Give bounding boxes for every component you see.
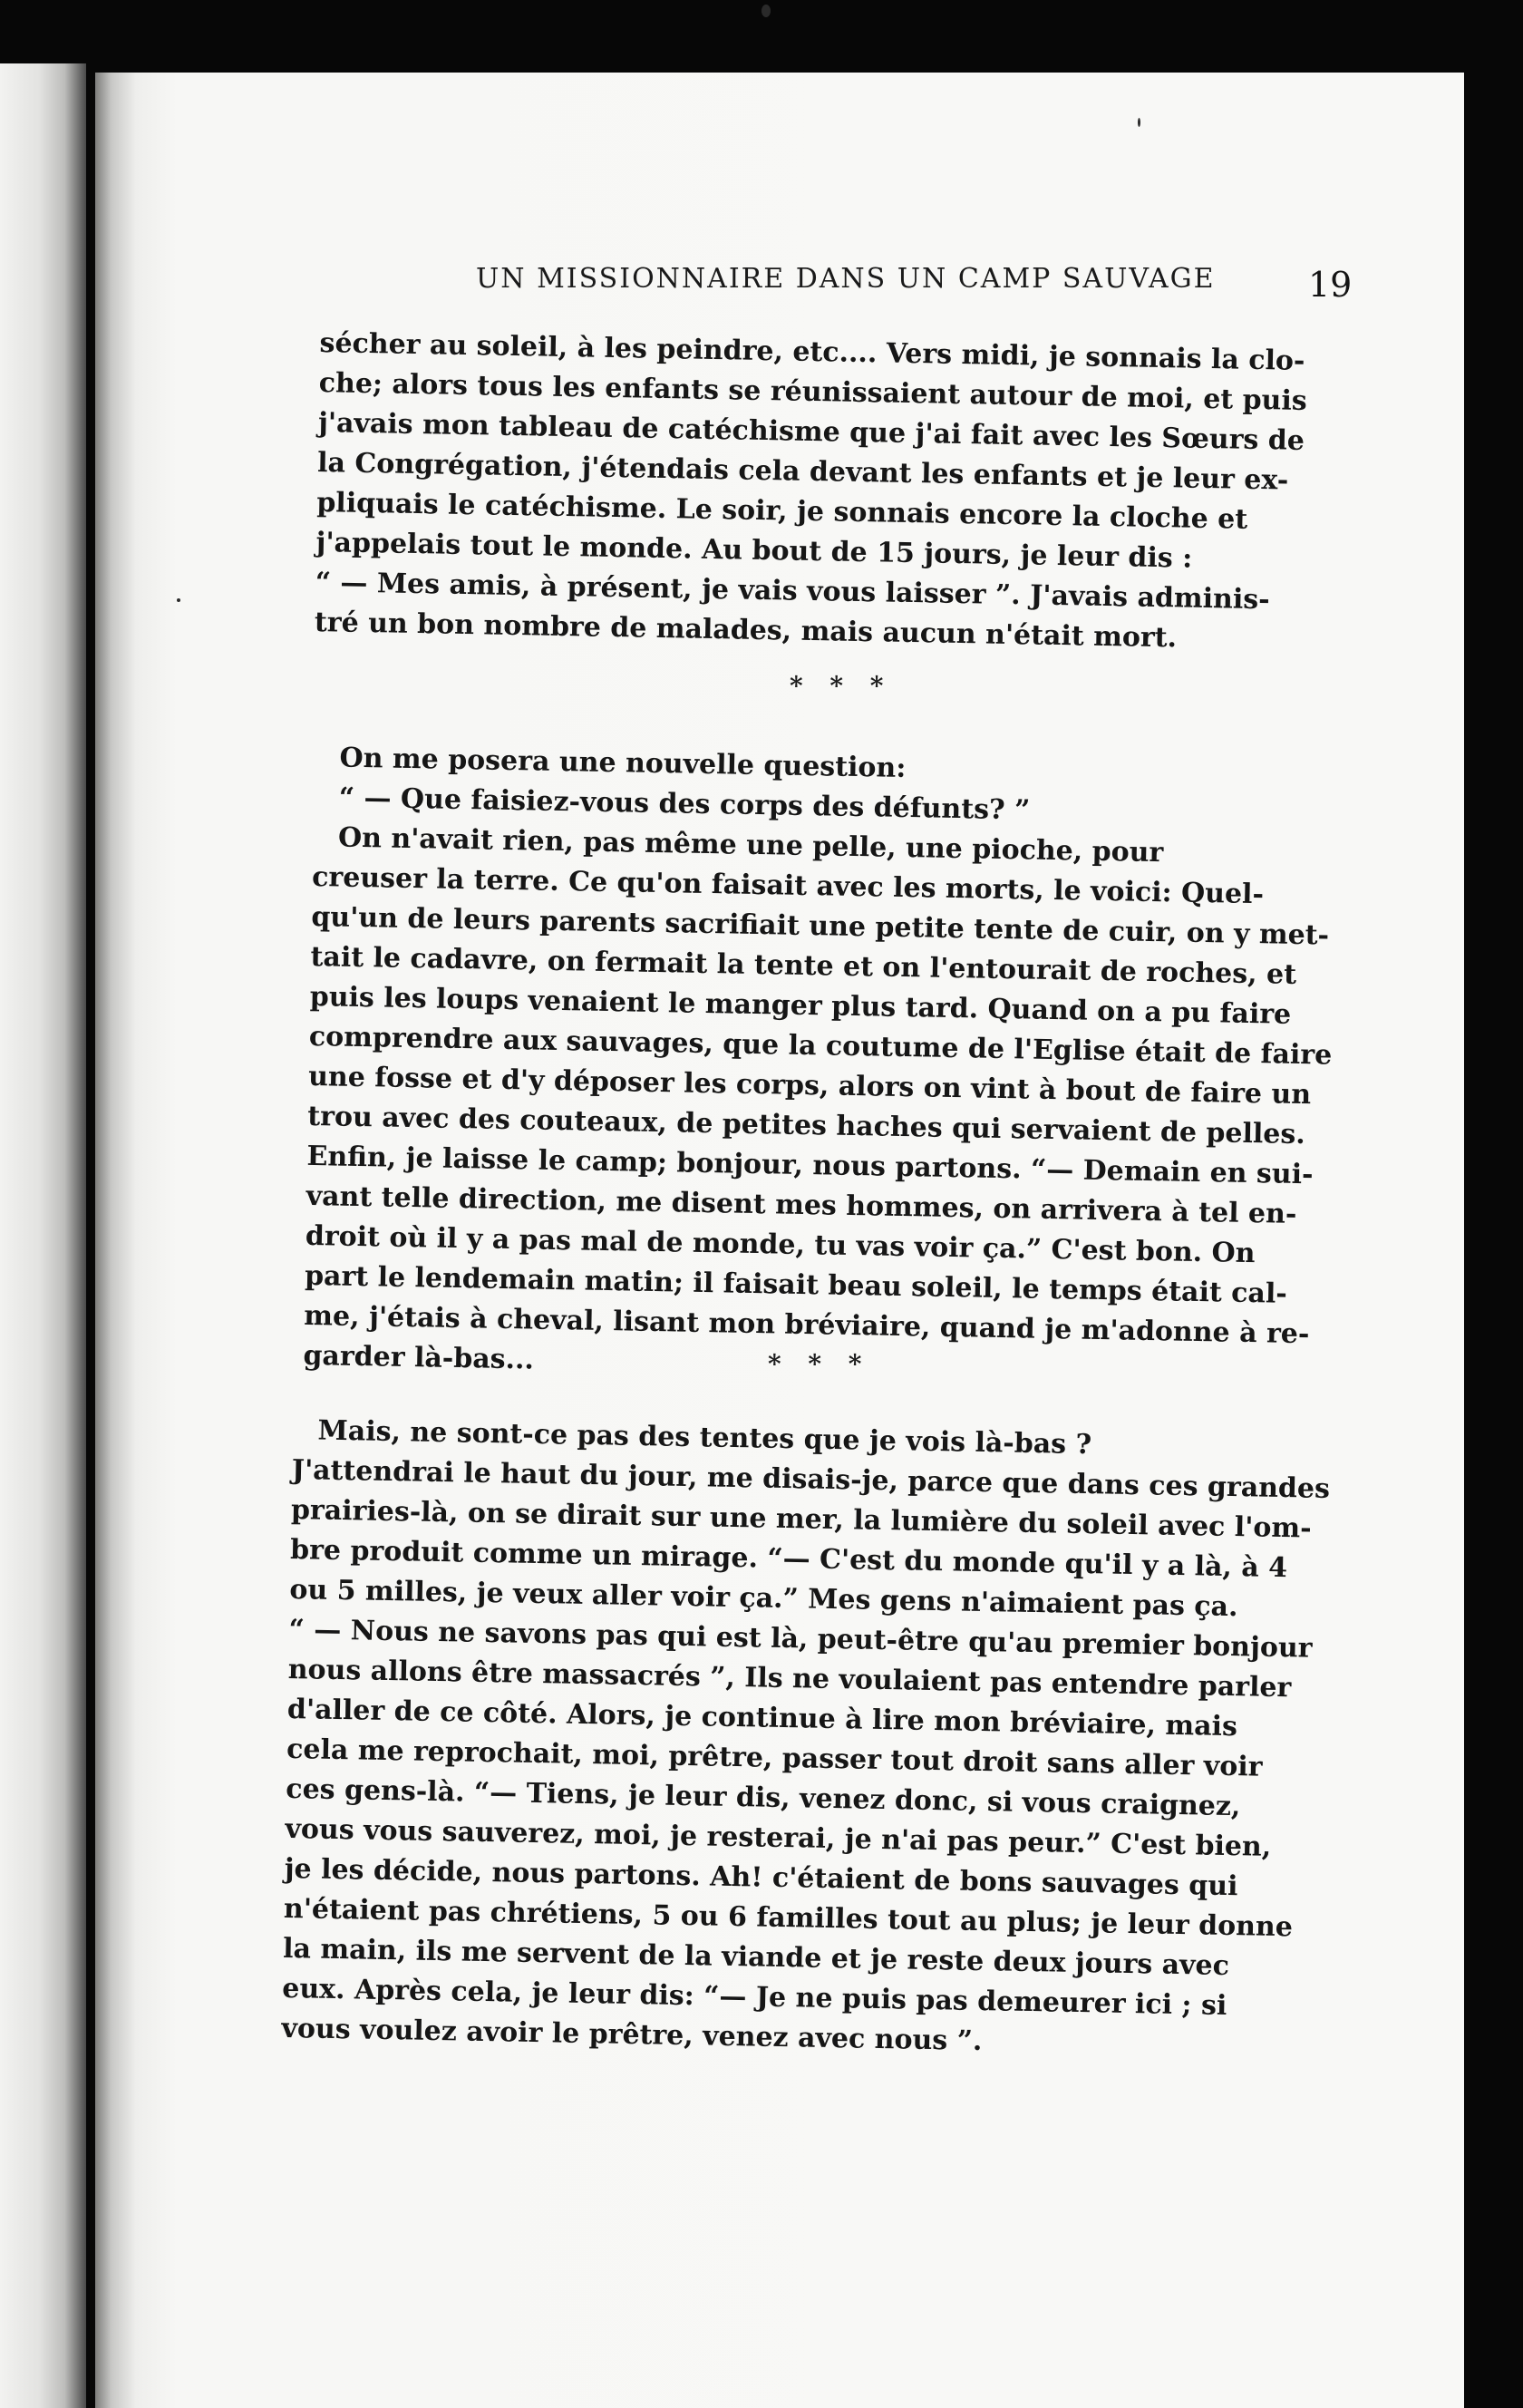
text-line: bre produit comme un mirage. “— C'est du monde qu'il y a là, à 4 bbox=[289, 1533, 1288, 1585]
text-line: la Congrégation, j'étendais cela devant les enfants et je leur ex- bbox=[316, 446, 1289, 497]
section-separator: * * * bbox=[768, 1349, 871, 1379]
text-line: puis les loups venaient le manger plus tard. Quand on a pu faire bbox=[309, 980, 1292, 1031]
text-line: j'avais mon tableau de catéchisme que j'ai fait avec les Sœurs de bbox=[317, 406, 1305, 457]
text-line: ces gens-là. “— Tiens, je leur dis, venez donc, si vous craignez, bbox=[286, 1772, 1241, 1823]
text-line: On me posera une nouvelle question: bbox=[339, 742, 907, 784]
dust-speck bbox=[1138, 118, 1140, 127]
text-line: On n'avait rien, pas même une pelle, une pioche, pour bbox=[337, 821, 1164, 869]
paragraph-block-1 bbox=[315, 324, 1308, 661]
dust-speck bbox=[177, 598, 180, 602]
text-line: nous allons être massacrés ”, Ils ne voulaient pas entendre parler bbox=[287, 1653, 1292, 1704]
running-head: UN MISSIONNAIRE DANS UN CAMP SAUVAGE bbox=[476, 263, 1216, 295]
dust-speck bbox=[762, 5, 771, 17]
text-line: vant telle direction, me disent mes hommes, on arrivera à tel en- bbox=[306, 1180, 1297, 1230]
page-number: 19 bbox=[1308, 265, 1353, 305]
text-line: droit où il y a pas mal de monde, tu vas voir ça.” C'est bon. On bbox=[305, 1219, 1256, 1270]
text-line: tait le cadavre, on fermait la tente et on l'entourait de roches, et bbox=[310, 940, 1297, 991]
paragraph-block-2 bbox=[303, 738, 1337, 1395]
text-line: eux. Après cela, je leur dis: “— Je ne puis pas demeurer ici ; si bbox=[281, 1972, 1227, 2022]
text-line: je les décide, nous partons. Ah! c'étaient de bons sauvages qui bbox=[284, 1852, 1238, 1903]
text-line: n'étaient pas chrétiens, 5 ou 6 familles tout au plus; je leur donne bbox=[283, 1892, 1294, 1944]
left-page-edge bbox=[0, 63, 86, 2408]
text-line: prairies-là, on se dirait sur une mer, la lumière du soleil avec l'om- bbox=[290, 1493, 1312, 1545]
text-line: garder là-bas... bbox=[303, 1339, 535, 1376]
text-line: vous voulez avoir le prêtre, venez avec nous ”. bbox=[281, 2012, 983, 2058]
page-content bbox=[95, 0, 1464, 2335]
text-line: “ — Mes amis, à présent, je vais vous laisser ”. J'avais adminis- bbox=[315, 566, 1270, 617]
text-line: trou avec des couteaux, de petites haches qui servaient de pelles. bbox=[307, 1100, 1306, 1151]
text-line: Mais, ne sont-ce pas des tentes que je vois là-bas ? bbox=[317, 1414, 1092, 1461]
text-line: qu'un de leurs parents sacrifiait une petite tente de cuir, on y met- bbox=[311, 900, 1330, 952]
paragraph-block-3 bbox=[281, 1411, 1331, 2068]
text-line: la main, ils me servent de la viande et je reste deux jours avec bbox=[282, 1932, 1230, 1983]
text-line: me, j'étais à cheval, lisant mon bréviaire, quand je m'adonne à re- bbox=[303, 1299, 1310, 1351]
text-line: une fosse et d'y déposer les corps, alors on vint à bout de faire un bbox=[307, 1060, 1312, 1112]
text-line: part le lendemain matin; il faisait beau soleil, le temps était cal- bbox=[304, 1259, 1288, 1310]
text-line: sécher au soleil, à les peindre, etc.... Vers midi, je sonnais la clo- bbox=[319, 326, 1305, 377]
text-line: cela me reprochait, moi, prêtre, passer tout droit sans aller voir bbox=[286, 1733, 1263, 1783]
text-line: creuser la terre. Ce qu'on faisait avec les morts, le voici: Quel- bbox=[311, 860, 1265, 911]
text-line: J'attendrai le haut du jour, me disais-je, parce que dans ces grandes bbox=[291, 1453, 1331, 1505]
text-line: ou 5 milles, je veux aller voir ça.” Mes gens n'aimaient pas ça. bbox=[289, 1573, 1238, 1624]
text-line: tré un bon nombre de malades, mais aucun n'était mort. bbox=[314, 606, 1178, 655]
text-line: vous vous sauverez, moi, je resterai, je n'ai pas peur.” C'est bien, bbox=[285, 1812, 1272, 1863]
text-line: comprendre aux sauvages, que la coutume de l'Eglise était de faire bbox=[308, 1020, 1333, 1072]
text-line: che; alors tous les enfants se réunissaient autour de moi, et puis bbox=[318, 366, 1308, 417]
section-separator: * * * bbox=[790, 671, 893, 701]
text-line: j'appelais tout le monde. Au bout de 15 jours, je leur dis : bbox=[315, 526, 1193, 575]
text-line: “ — Que faisiez-vous des corps des défunts? ” bbox=[338, 782, 1031, 827]
text-line: pliquais le catéchisme. Le soir, je sonnais encore la cloche et bbox=[316, 486, 1248, 536]
text-line: d'aller de ce côté. Alors, je continue à lire mon bréviaire, mais bbox=[286, 1693, 1238, 1743]
text-line: Enfin, je laisse le camp; bonjour, nous partons. “— Demain en sui- bbox=[306, 1140, 1314, 1191]
text-line: “ — Nous ne savons pas qui est là, peut-être qu'au premier bonjour bbox=[288, 1613, 1313, 1665]
